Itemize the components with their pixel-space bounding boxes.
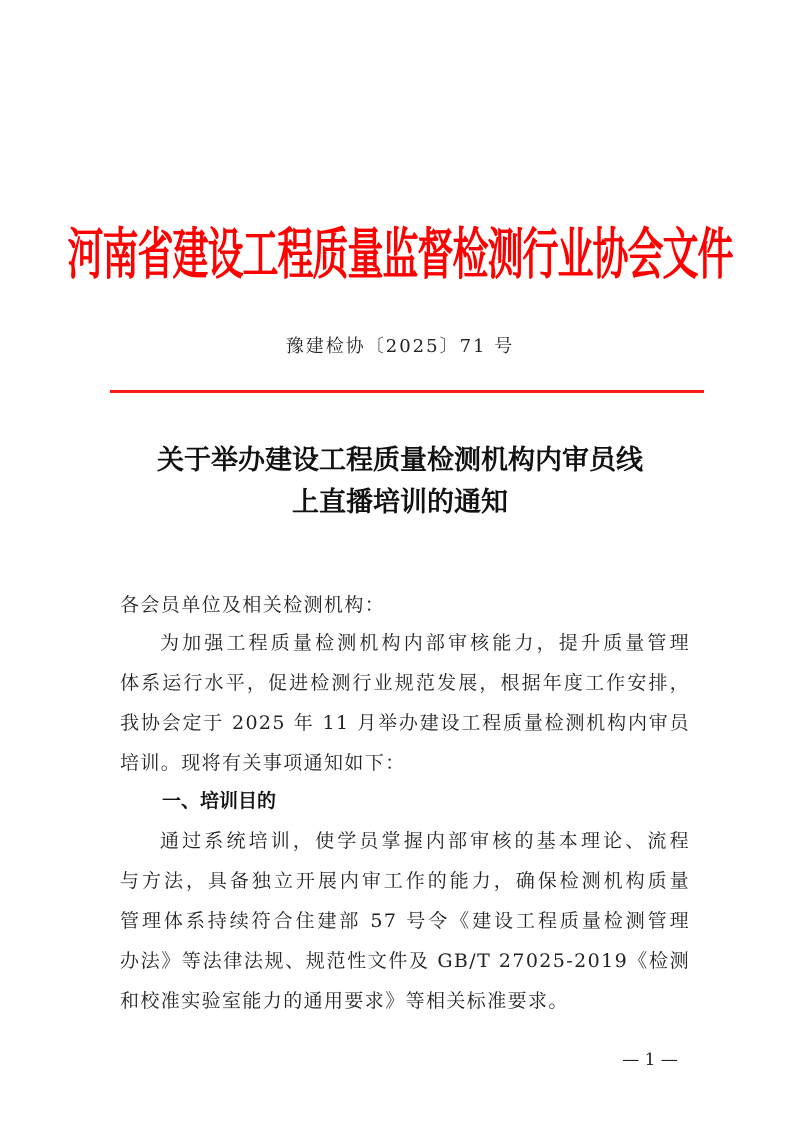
section-1-line-1: 通过系统培训，使学员掌握内部审核的基本理论、流程 [160, 830, 690, 852]
notice-title-line-2: 上直播培训的通知 [292, 487, 508, 518]
intro-line-3: 我协会定于 2025 年 11 月举办建设工程质量检测机构内审员 [120, 712, 690, 734]
notice-title [100, 440, 700, 524]
red-divider-rule [110, 390, 704, 393]
section-1-line-3: 管理体系持续符合住建部 57 号令《建设工程质量检测管理 [120, 910, 690, 932]
intro-line-4: 培训。现将有关事项通知如下： [120, 752, 406, 774]
section-1-line-2: 与方法，具备独立开展内审工作的能力，确保检测机构质量 [120, 870, 690, 892]
document-number: 豫建检协〔2025〕71 号 [285, 336, 515, 357]
section-1-line-5: 和校准实验室能力的通用要求》等相关标准要求。 [120, 990, 569, 1012]
notice-title-line-1: 关于举办建设工程质量检测机构内审员线 [157, 445, 643, 476]
intro-line-1: 为加强工程质量检测机构内部审核能力，提升质量管理 [160, 632, 690, 654]
page-number: — 1 — [622, 1050, 678, 1070]
section-1-line-4: 办法》等法律法规、规范性文件及 GB/T 27025-2019《检测 [120, 950, 690, 972]
salutation: 各会员单位及相关检测机构： [120, 594, 386, 616]
intro-line-2: 体系运行水平，促进检测行业规范发展，根据年度工作安排， [120, 672, 690, 694]
section-1-heading: 一、培训目的 [162, 790, 277, 812]
masthead-title: 河南省建设工程质量监督检测行业协会文件 [67, 221, 733, 287]
